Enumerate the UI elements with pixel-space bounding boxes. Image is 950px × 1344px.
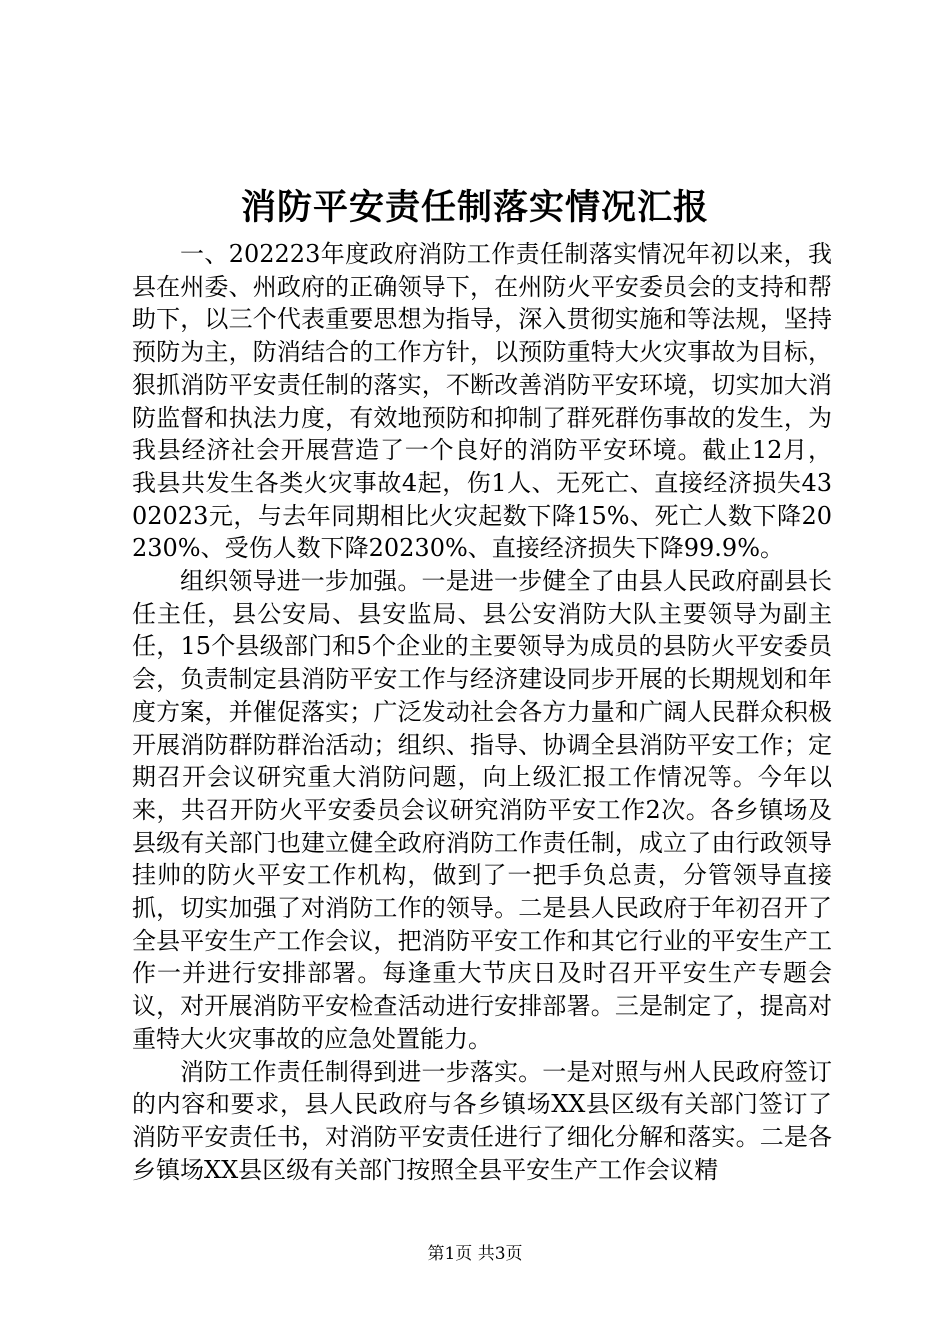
paragraph-1: 一、202223年度政府消防工作责任制落实情况年初以来，我县在州委、州政府的正确领导下，在州防火平安委员会的支持和帮助下，以三个代表重要思想为指导，深入贯彻实施和等法规，坚持预防为主，防消结合的工作方针，以预防重特大火灾事故为目标，狠抓消防平安责任制的落实，不断改善消防平安环境，切实加大消防监督和执法力度，有效地预防和抑制了群死群伤事故的发生，为我县经济社会开展营造了一个良好的消防平安环境。截止12月，我县共发生各类火灾事故4起，伤1人、无死亡、直接经济损失4302023元，与去年同期相比火灾起数下降15%、死亡人数下降20230%、受伤人数下降20230%、直接经济损失下降99.9%。	[132, 240, 832, 563]
page-footer: 第1页 共3页	[427, 1244, 523, 1264]
paragraph-3: 消防工作责任制得到进一步落实。一是对照与州人民政府签订的内容和要求，县人民政府与各乡镇场XX县区级有关部门签订了消防平安责任书，对消防平安责任进行了细化分解和落实。二是各乡镇场XX县区级有关部门按照全县平安生产工作会议精	[132, 1057, 832, 1184]
document-body	[132, 238, 832, 1186]
paragraph-2: 组织领导进一步加强。一是进一步健全了由县人民政府副县长任主任，县公安局、县安监局、县公安消防大队主要领导为副主任，15个县级部门和5个企业的主要领导为成员的县防火平安委员会，负责制定县消防平安工作与经济建设同步开展的长期规划和年度方案，并催促落实；广泛发动社会各方力量和广阔人民群众积极开展消防群防群治活动；组织、指导、协调全县消防平安工作；定期召开会议研究重大消防问题，向上级汇报工作情况等。今年以来，共召开防火平安委员会议研究消防平安工作2次。各乡镇场及县级有关部门也建立健全政府消防工作责任制，成立了由行政领导挂帅的防火平安工作机构，做到了一把手负总责，分管领导直接抓，切实加强了对消防工作的领导。二是县人民政府于年初召开了全县平安生产工作会议，把消防平安工作和其它行业的平安生产工作一并进行安排部署。每逢重大节庆日及时召开平安生产专题会议，对开展消防平安检查活动进行安排部署。三是制定了，提高对重特大火灾事故的应急处置能力。	[132, 567, 832, 1053]
document-title: 消防平安责任制落实情况汇报	[240, 187, 709, 228]
